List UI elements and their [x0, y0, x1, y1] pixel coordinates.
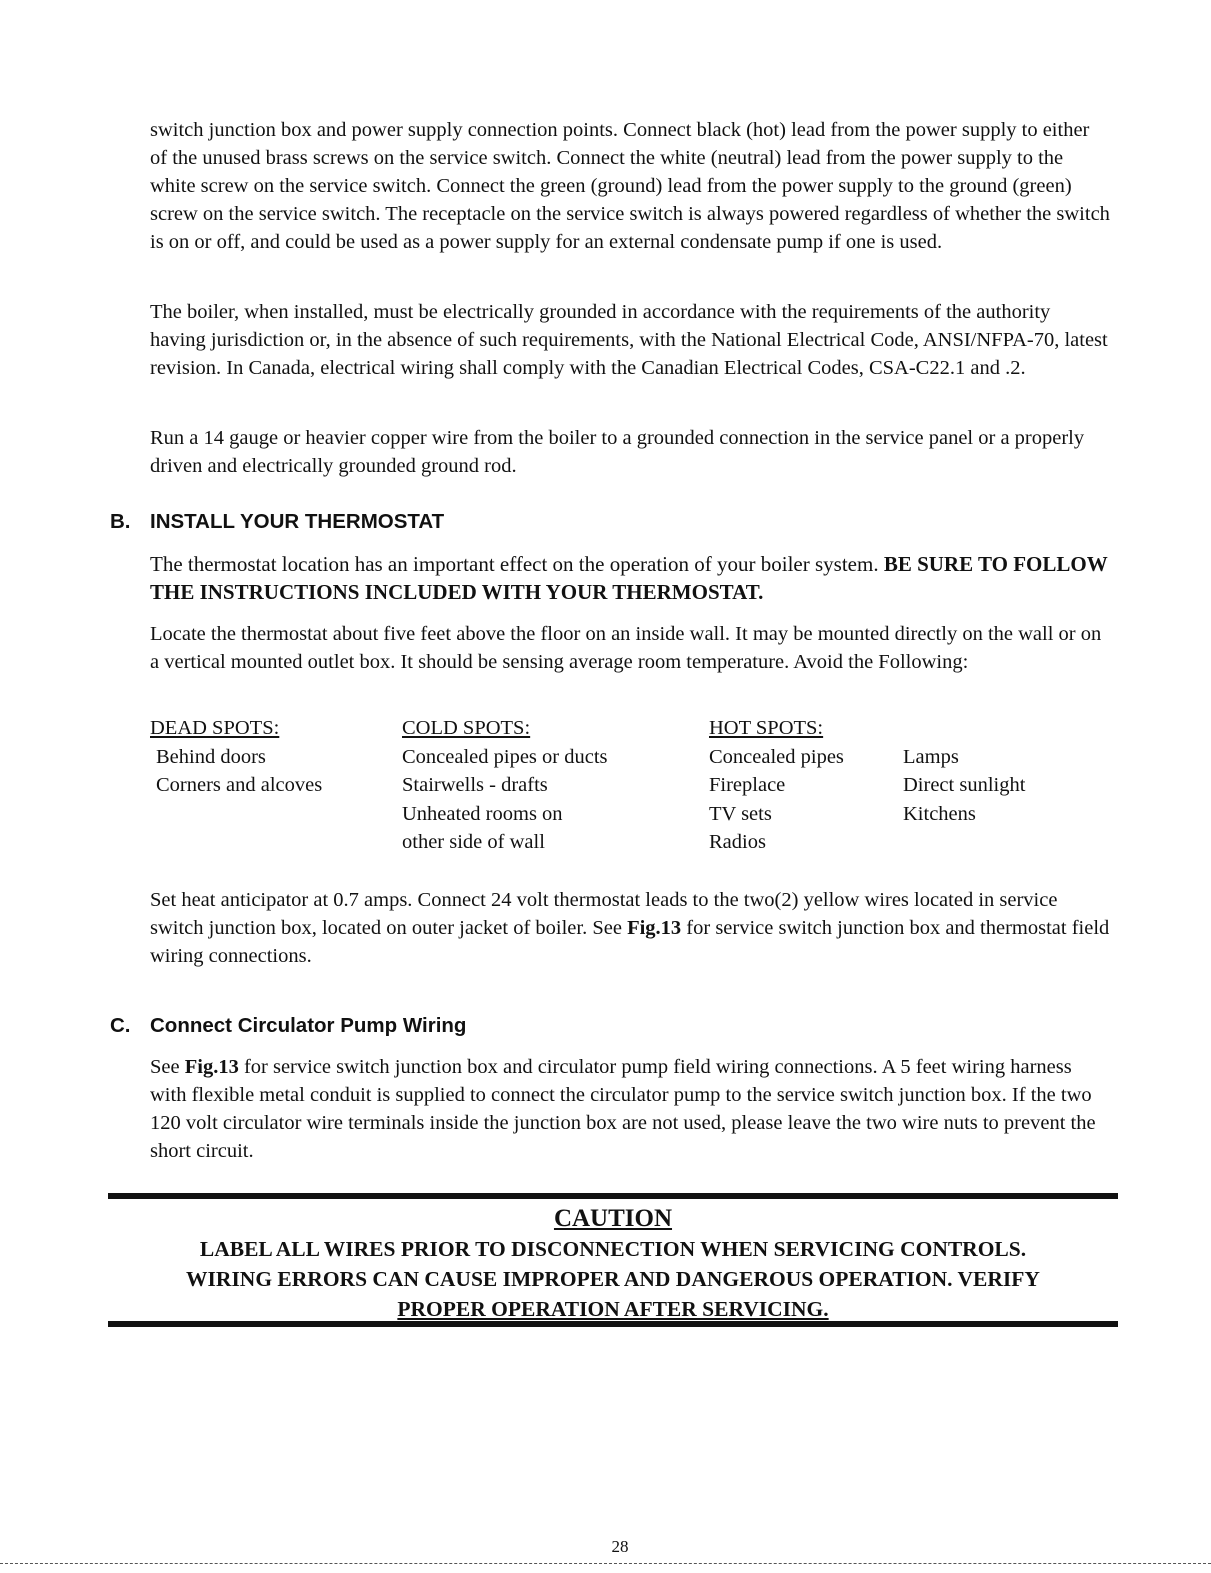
grounding-paragraph: The boiler, when installed, must be electrically grounded in accordance with the requirements of the authority having jurisdiction or, in the absence of such requirements, with the National Electrical Code, ANSI/NFPA-70, latest revision. In Canada, electrical wiring shall comply with the Canadian Electrical Codes, CSA-C22.1 and .2.: [150, 301, 1108, 379]
list-item: Fireplace: [709, 774, 786, 796]
list-item: Direct sunlight: [903, 774, 1026, 796]
dead-spots-list: [150, 714, 322, 800]
cold-spots-list: [402, 714, 608, 857]
thermostat-intro: [150, 550, 1110, 606]
list-item: Unheated rooms on: [402, 802, 563, 825]
list-item: Concealed pipes or ducts: [402, 745, 608, 768]
thermostat-intro-text: The thermostat location has an important effect on the operation of your boiler system.: [150, 552, 884, 576]
thermostat-location-paragraph: Locate the thermostat about five feet above the floor on an inside wall. It may be mounted directly on the wall or on a vertical mounted outlet box. It should be sensing average room temperature. Avoid the Following:: [150, 623, 1102, 673]
list-item: Concealed pipes: [709, 745, 844, 768]
section-c-heading: [110, 1013, 466, 1039]
page-bottom-edge: [0, 1563, 1211, 1564]
wiring-paragraph: switch junction box and power supply connection points. Connect black (hot) lead from the power supply to either of the unused brass screws on the service switch. Connect the white (neutral) lead from the power supply to the white screw on the service switch. Connect the green (ground) lead from the power supply to the ground (green) screw on the service switch. The receptacle on the service switch is always powered regardless of whether the switch is on or off, and could be used as a power supply for an external condensate pump if one is used.: [150, 119, 1110, 253]
caution-box: [108, 1204, 1118, 1324]
anticipator-text: Set heat anticipator at 0.7 amps. Connect 24 volt thermostat leads to the two(2) yellow wires located in service switch junction box, located on outer jacket of boiler. See: [150, 889, 1058, 939]
dead-spots-header: DEAD SPOTS:: [150, 717, 280, 739]
section-b-title: INSTALL YOUR THERMOSTAT: [150, 510, 445, 533]
section-c-title: Connect Circulator Pump Wiring: [150, 1014, 467, 1037]
circulator-text: See: [150, 1056, 185, 1078]
list-item: Corners and alcoves: [156, 774, 323, 796]
caution-line: LABEL ALL WIRES PRIOR TO DISCONNECTION WHEN SERVICING CONTROLS.: [199, 1237, 1027, 1261]
heat-anticipator-paragraph: [150, 886, 1110, 970]
circulator-paragraph: [150, 1053, 1110, 1165]
section-c-letter: C.: [110, 1014, 131, 1037]
list-item: other side of wall: [402, 831, 545, 853]
hot-spots-header: HOT SPOTS:: [709, 717, 824, 739]
list-item: Lamps: [903, 745, 959, 768]
section-b-heading: [110, 509, 444, 535]
section-b-letter: B.: [110, 510, 131, 533]
thermostat-intro-warning: BE SURE TO FOLLOW THE INSTRUCTIONS INCLUDED WITH YOUR THERMOSTAT.: [150, 552, 1108, 604]
page-number: 28: [611, 1537, 629, 1556]
list-item: Stairwells - drafts: [402, 774, 548, 796]
caution-top-rule: [108, 1193, 1118, 1199]
caution-line: WIRING ERRORS CAN CAUSE IMPROPER AND DANGEROUS OPERATION. VERIFY: [186, 1267, 1040, 1291]
list-item: Radios: [709, 831, 766, 853]
ground-wire-paragraph: Run a 14 gauge or heavier copper wire from the boiler to a grounded connection in the service panel or a properly driven and electrically grounded ground rod.: [150, 427, 1085, 477]
hot-spots-list: [709, 714, 844, 857]
anticipator-text-end: for service switch junction box and thermostat field wiring connections.: [150, 917, 1110, 967]
caution-title: CAUTION: [553, 1205, 673, 1232]
list-item: TV sets: [709, 802, 772, 825]
caution-line: PROPER OPERATION AFTER SERVICING.: [397, 1297, 829, 1321]
list-item: Kitchens: [903, 802, 976, 825]
hot-spots-list-col2: [903, 714, 1025, 828]
list-item: Behind doors: [156, 745, 266, 768]
figure-reference: Fig.13: [184, 1056, 239, 1078]
cold-spots-header: COLD SPOTS:: [402, 717, 531, 739]
circulator-text-end: for service switch junction box and circulator pump field wiring connections. A 5 feet wiring harness with flexible metal conduit is supplied to connect the circulator pump to the service switch junction box. If the two 120 volt circulator wire terminals inside the junction box are not used, please leave the two wire nuts to prevent the short circuit.: [150, 1056, 1096, 1162]
caution-bottom-rule: [108, 1321, 1118, 1327]
figure-reference: Fig.13: [627, 917, 682, 939]
